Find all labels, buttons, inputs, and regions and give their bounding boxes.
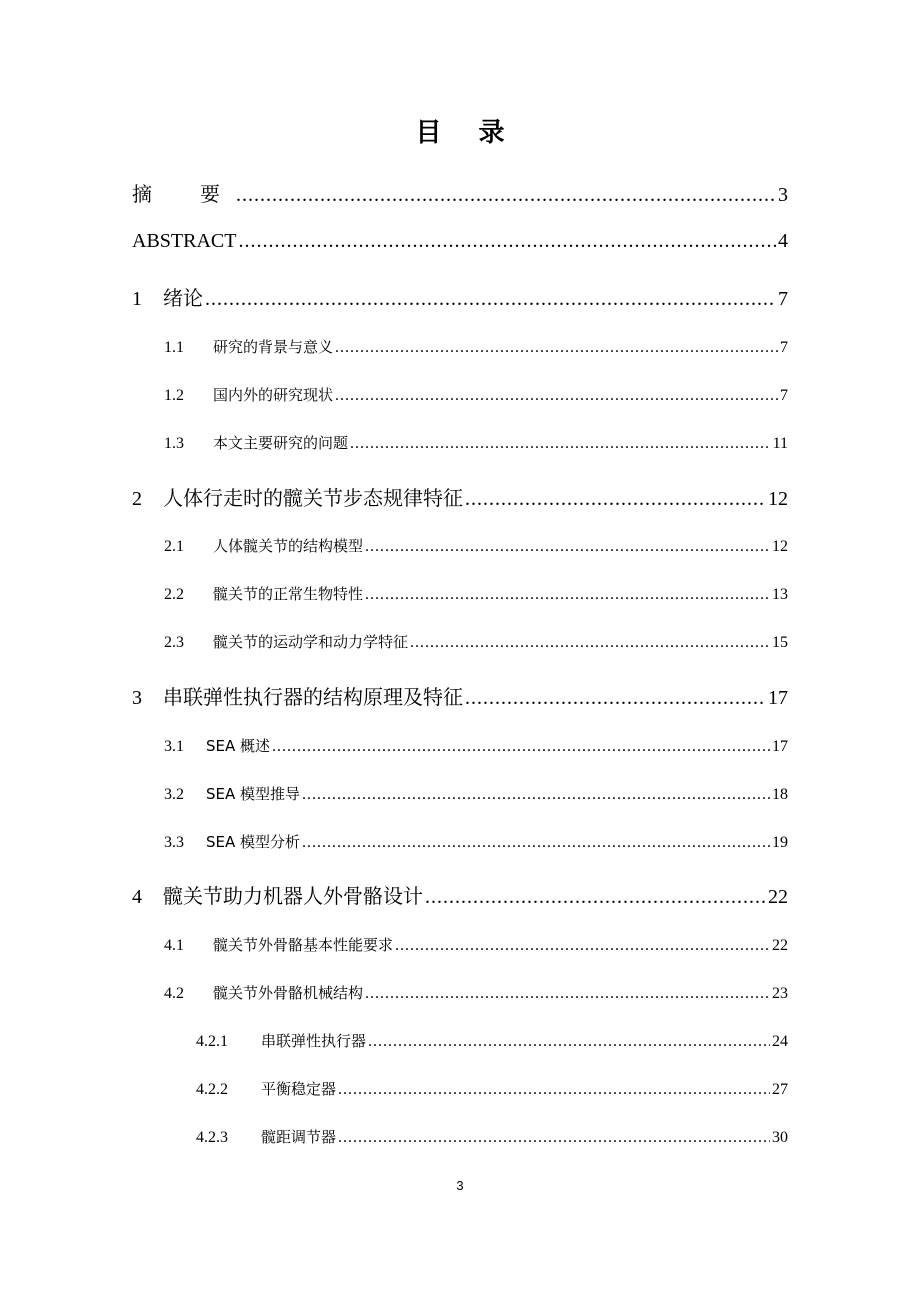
toc-leader — [238, 230, 776, 253]
toc-entry-page: 27 — [772, 1081, 788, 1098]
toc-entry-page: 12 — [772, 538, 788, 555]
toc-entry-number: 1.2 — [164, 387, 184, 404]
toc-entry-chapter-2[interactable] — [132, 482, 788, 511]
toc-entry-title: 髋关节的运动学和动力学特征 — [213, 633, 409, 651]
toc-entry-page: 7 — [780, 339, 788, 356]
toc-entry-section-3-3[interactable] — [164, 831, 788, 852]
toc-entry-section-2-1[interactable] — [164, 535, 788, 556]
toc-entry-page: 19 — [772, 834, 788, 851]
toc-entry-number: 1.1 — [164, 339, 184, 356]
toc-entry-title: 本文主要研究的问题 — [213, 434, 349, 452]
toc-entry-number: 4.2.3 — [196, 1129, 228, 1146]
toc-entry-section-4-2-2[interactable] — [196, 1078, 788, 1099]
toc-entry-page: 7 — [778, 288, 788, 310]
toc-entry-number: 3.3 — [164, 834, 184, 851]
toc-entry-number: 4 — [132, 886, 142, 908]
toc-entry-page: 23 — [772, 985, 788, 1002]
toc-entry-title: 串联弹性执行器的结构原理及特征 — [163, 685, 463, 709]
toc-leader — [236, 184, 776, 207]
toc-entry-page: 17 — [768, 687, 788, 709]
toc-entry-number: 3.2 — [164, 786, 184, 803]
toc-entry-title: 摘 要 — [132, 182, 234, 206]
toc-leader — [365, 985, 770, 1003]
toc-leader — [338, 1081, 770, 1099]
toc-entry-section-1-1[interactable] — [164, 336, 788, 357]
toc-entry-page: 4 — [778, 230, 788, 252]
page-number: 3 — [456, 1178, 464, 1193]
toc-entry-title: SEA 概述 — [206, 737, 271, 755]
toc-entry-title: SEA 模型分析 — [206, 833, 301, 851]
toc-entry-abstract-cn[interactable] — [132, 178, 788, 207]
toc-leader — [205, 288, 776, 311]
page-title: 目 录 — [415, 118, 519, 148]
toc-entry-title: 髋关节的正常生物特性 — [213, 585, 364, 603]
toc-leader — [395, 937, 770, 955]
toc-entry-page: 3 — [778, 184, 788, 206]
toc-entry-section-3-2[interactable] — [164, 783, 788, 804]
toc-entry-chapter-3[interactable] — [132, 681, 788, 710]
toc-entry-title: 绪论 — [163, 286, 203, 310]
toc-entry-section-2-3[interactable] — [164, 631, 788, 652]
toc-entry-number: 2.1 — [164, 538, 184, 555]
toc-leader — [368, 1033, 770, 1051]
toc-entry-page: 30 — [772, 1129, 788, 1146]
toc-entry-section-3-1[interactable] — [164, 735, 788, 756]
toc-entry-page: 22 — [768, 886, 788, 908]
toc-entry-page: 7 — [780, 387, 788, 404]
toc-entry-chapter-1[interactable] — [132, 282, 788, 311]
toc-leader — [350, 435, 771, 453]
toc-leader — [338, 1129, 770, 1147]
toc-leader — [302, 786, 770, 804]
toc-entry-section-4-2-3[interactable] — [196, 1126, 788, 1147]
toc-entry-title: 髋关节助力机器人外骨骼设计 — [163, 884, 423, 908]
toc-leader — [365, 538, 770, 556]
toc-leader — [410, 634, 770, 652]
toc-entry-number: 2 — [132, 488, 142, 510]
toc-entry-number: 2.2 — [164, 586, 184, 603]
toc-entry-title: 人体行走时的髋关节步态规律特征 — [163, 486, 463, 510]
toc-entry-number: 4.2.2 — [196, 1081, 228, 1098]
toc-entry-number: 4.2 — [164, 985, 184, 1002]
toc-entry-page: 15 — [772, 634, 788, 651]
toc-entry-number: 1 — [132, 288, 142, 310]
toc-entry-abstract-en[interactable] — [132, 230, 788, 253]
toc-entry-section-1-2[interactable] — [164, 384, 788, 405]
toc-leader — [335, 387, 778, 405]
toc-entry-title: 髋关节外骨骼机械结构 — [213, 984, 364, 1002]
toc-entry-title: 髋关节外骨骼基本性能要求 — [213, 936, 394, 954]
toc-entry-page: 11 — [772, 435, 788, 452]
toc-entry-section-4-2-1[interactable] — [196, 1030, 788, 1051]
toc-entry-section-2-2[interactable] — [164, 583, 788, 604]
toc-entry-number: 2.3 — [164, 634, 184, 651]
toc-entry-title: 髋距调节器 — [261, 1128, 337, 1146]
toc-entry-page: 13 — [772, 586, 788, 603]
toc-entry-title: 人体髋关节的结构模型 — [213, 537, 364, 555]
toc-leader — [465, 687, 766, 710]
toc-entry-title: 国内外的研究现状 — [213, 386, 334, 404]
toc-leader — [335, 339, 778, 357]
toc-entry-page: 22 — [772, 937, 788, 954]
toc-entry-title: 平衡稳定器 — [261, 1080, 337, 1098]
toc-entry-title: 研究的背景与意义 — [213, 338, 334, 356]
toc-entry-title: SEA 模型推导 — [206, 785, 301, 803]
toc-entry-page: 24 — [772, 1033, 788, 1050]
toc-leader — [302, 834, 770, 852]
toc-entry-number: 4.1 — [164, 937, 184, 954]
toc-entry-section-1-3[interactable] — [164, 432, 788, 453]
toc-entry-number: 4.2.1 — [196, 1033, 228, 1050]
toc-entry-number: 3.1 — [164, 738, 184, 755]
toc-entry-title: 串联弹性执行器 — [261, 1032, 367, 1050]
toc-leader — [465, 488, 766, 511]
toc-entry-number: 3 — [132, 687, 142, 709]
toc-entry-number: 1.3 — [164, 435, 184, 452]
toc-entry-chapter-4[interactable] — [132, 880, 788, 909]
toc-entry-title: ABSTRACT — [132, 230, 237, 252]
toc-entry-section-4-1[interactable] — [164, 934, 788, 955]
toc-leader — [272, 738, 770, 756]
toc-entry-page: 17 — [772, 738, 788, 755]
toc-leader — [365, 586, 770, 604]
toc-leader — [425, 886, 766, 909]
toc-entry-section-4-2[interactable] — [164, 982, 788, 1003]
toc-entry-page: 18 — [772, 786, 788, 803]
toc-entry-page: 12 — [768, 488, 788, 510]
